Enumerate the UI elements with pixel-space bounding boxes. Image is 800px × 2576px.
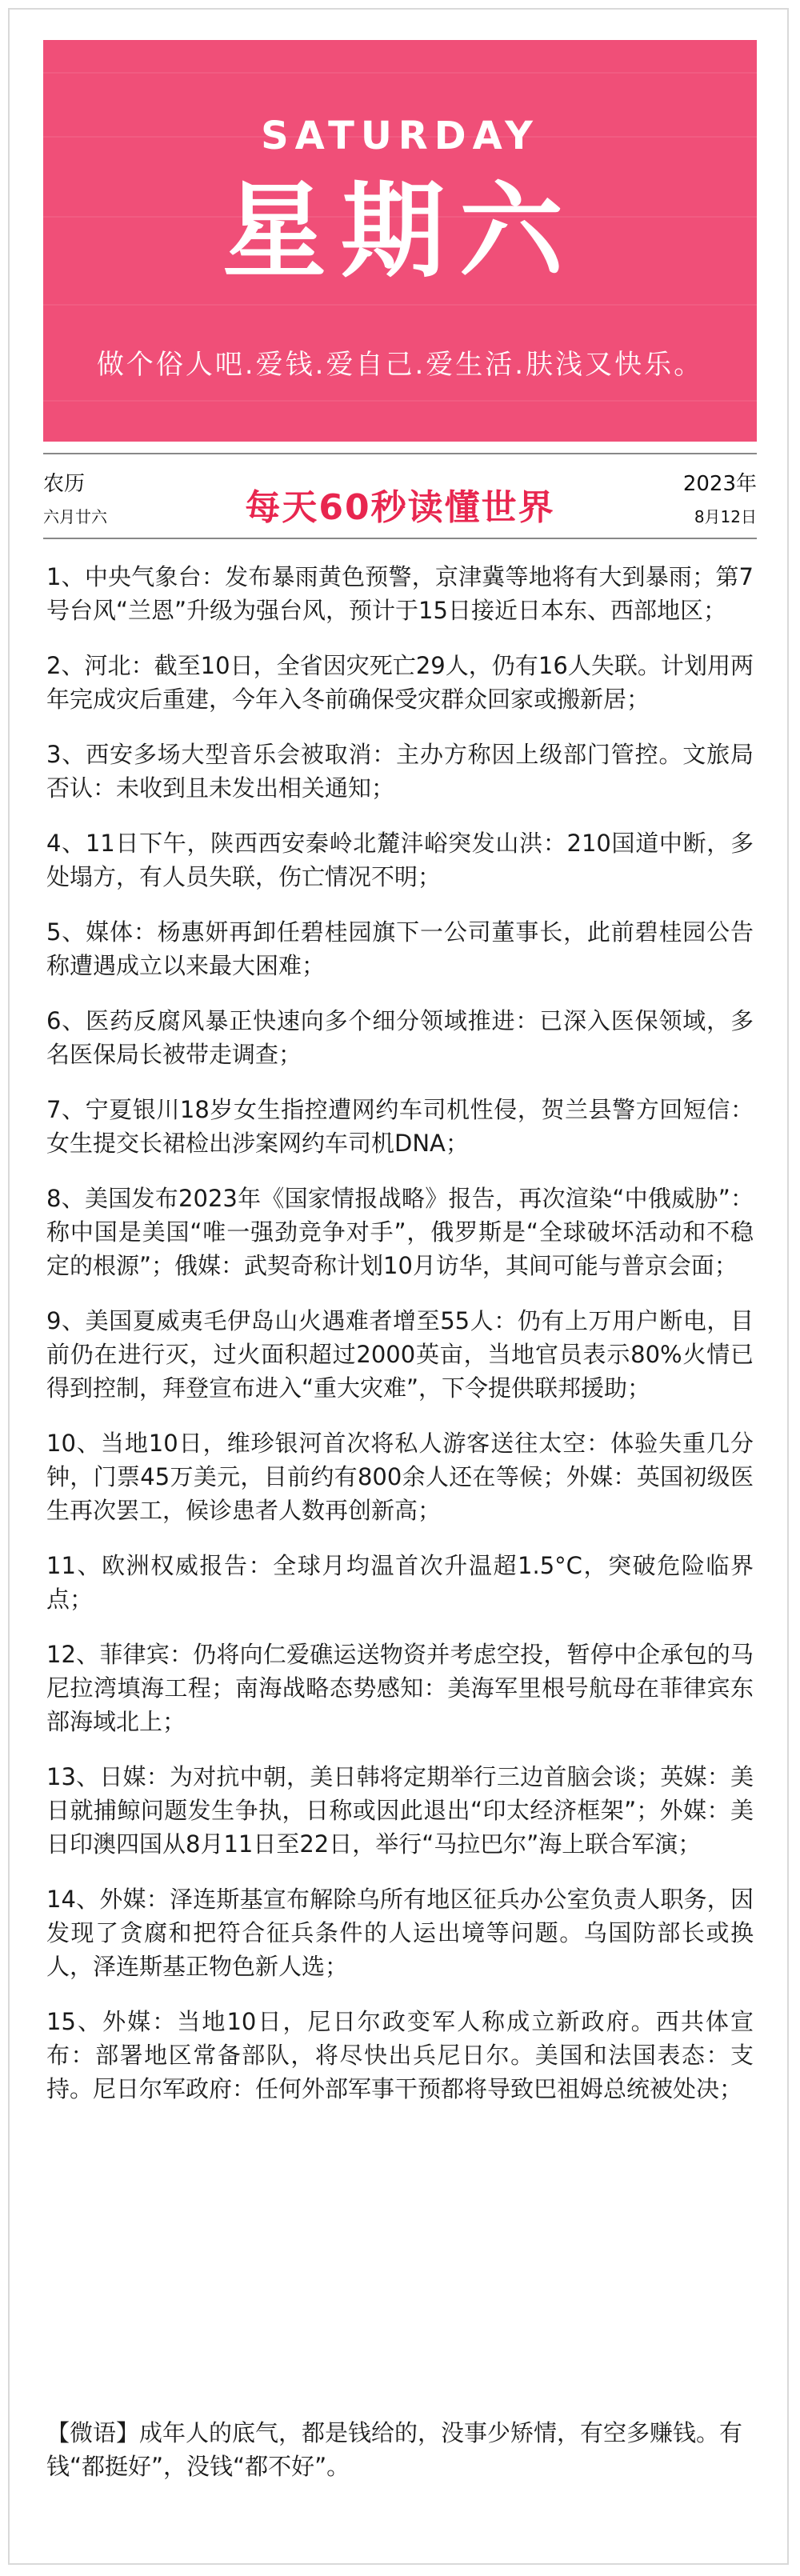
- year-label: 2023年: [682, 472, 757, 496]
- news-item: 14、外媒：泽连斯基宣布解除乌所有地区征兵办公室负责人职务，因发现了贪腐和把符合征兵条件的人运出境等问题。乌国防部长或换人，泽连斯基正物色新人选；: [46, 1886, 754, 1980]
- weekday-banner: [43, 40, 757, 442]
- lunar-date: 六月廿六: [43, 507, 107, 526]
- date-label: 8月12日: [694, 507, 757, 526]
- daily-quote: 【微语】成年人的底气，都是钱给的，没事少矫情，有空多赚钱。有钱“都挺好”，没钱“都不好”。: [46, 2419, 743, 2480]
- news-item: 2、河北：截至10日，全省因灾死亡29人，仍有16人失联。计划用两年完成灾后重建，今年入冬前确保受灾群众回家或搬新居；: [46, 652, 754, 713]
- news-item: 5、媒体：杨惠妍再卸任碧桂园旗下一公司董事长，此前碧桂园公告称遭遇成立以来最大困难；: [46, 918, 754, 979]
- news-list: [46, 560, 754, 2127]
- news-item: 15、外媒：当地10日，尼日尔政变军人称成立新政府。西共体宣布：部署地区常备部队，将尽快出兵尼日尔。美国和法国表态：支持。尼日尔军政府：任何外部军事干预都将导致巴祖姆总统被处决；: [46, 2008, 754, 2102]
- header-divider-bottom: [43, 538, 757, 539]
- news-item: 6、医药反腐风暴正快速向多个细分领域推进：已深入医保领域，多名医保局长被带走调查；: [46, 1007, 754, 1068]
- news-item: 11、欧洲权威报告：全球月均温首次升温超1.5°C，突破危险临界点；: [46, 1552, 754, 1613]
- weekday-english: SATURDAY: [261, 114, 539, 158]
- lunar-label: 农历: [43, 472, 86, 496]
- news-item: 8、美国发布2023年《国家情报战略》报告，再次渲染“中俄威胁”：称中国是美国“唯一强劲竞争对手”，俄罗斯是“全球破坏活动和不稳定的根源”；俄媒：武契奇称计划10月访华，其间可能与普京会面；: [46, 1185, 754, 1279]
- news-item: 13、日媒：为对抗中朝，美日韩将定期举行三边首脑会谈；英媒：美日就捕鲸问题发生争执，日称或因此退出“印太经济框架”；外媒：美日印澳四国从8月11日至22日，举行“马拉巴尔”海上联合军演；: [46, 1763, 754, 1858]
- weekday-chinese: 星期六: [222, 170, 578, 292]
- news-item: 12、菲律宾：仍将向仁爱礁运送物资并考虑空投，暂停中企承包的马尼拉湾填海工程；南海战略态势感知：美海军里根号航母在菲律宾东部海域北上；: [46, 1641, 754, 1735]
- news-item: 9、美国夏威夷毛伊岛山火遇难者增至55人：仍有上万用户断电，目前仍在进行灭，过火面积超过2000英亩，当地官员表示80%火情已得到控制，拜登宣布进入“重大灾难”，下令提供联邦援助；: [46, 1307, 754, 1402]
- news-item: 7、宁夏银川18岁女生指控遭网约车司机性侵，贺兰县警方回短信：女生提交长裙检出涉案网约车司机DNA；: [46, 1096, 754, 1157]
- page-title: 每天60秒读懂世界: [245, 487, 555, 528]
- header-divider-top: [43, 453, 757, 454]
- banner-slogan: 做个俗人吧.爱钱.爱自己.爱生活.肤浅又快乐。: [96, 349, 704, 381]
- news-item: 4、11日下午，陕西西安秦岭北麓沣峪突发山洪：210国道中断，多处塌方，有人员失联，伤亡情况不明；: [46, 830, 754, 890]
- news-item: 10、当地10日，维珍银河首次将私人游客送往太空：体验失重几分钟，门票45万美元，目前约有800余人还在等候；外媒：英国初级医生再次罢工，候诊患者人数再创新高；: [46, 1430, 754, 1524]
- news-item: 1、中央气象台：发布暴雨黄色预警，京津冀等地将有大到暴雨；第7号台风“兰恩”升级为强台风，预计于15日接近日本东、西部地区；: [46, 563, 754, 624]
- news-item: 3、西安多场大型音乐会被取消：主办方称因上级部门管控。文旅局否认：未收到且未发出相关通知；: [46, 741, 754, 802]
